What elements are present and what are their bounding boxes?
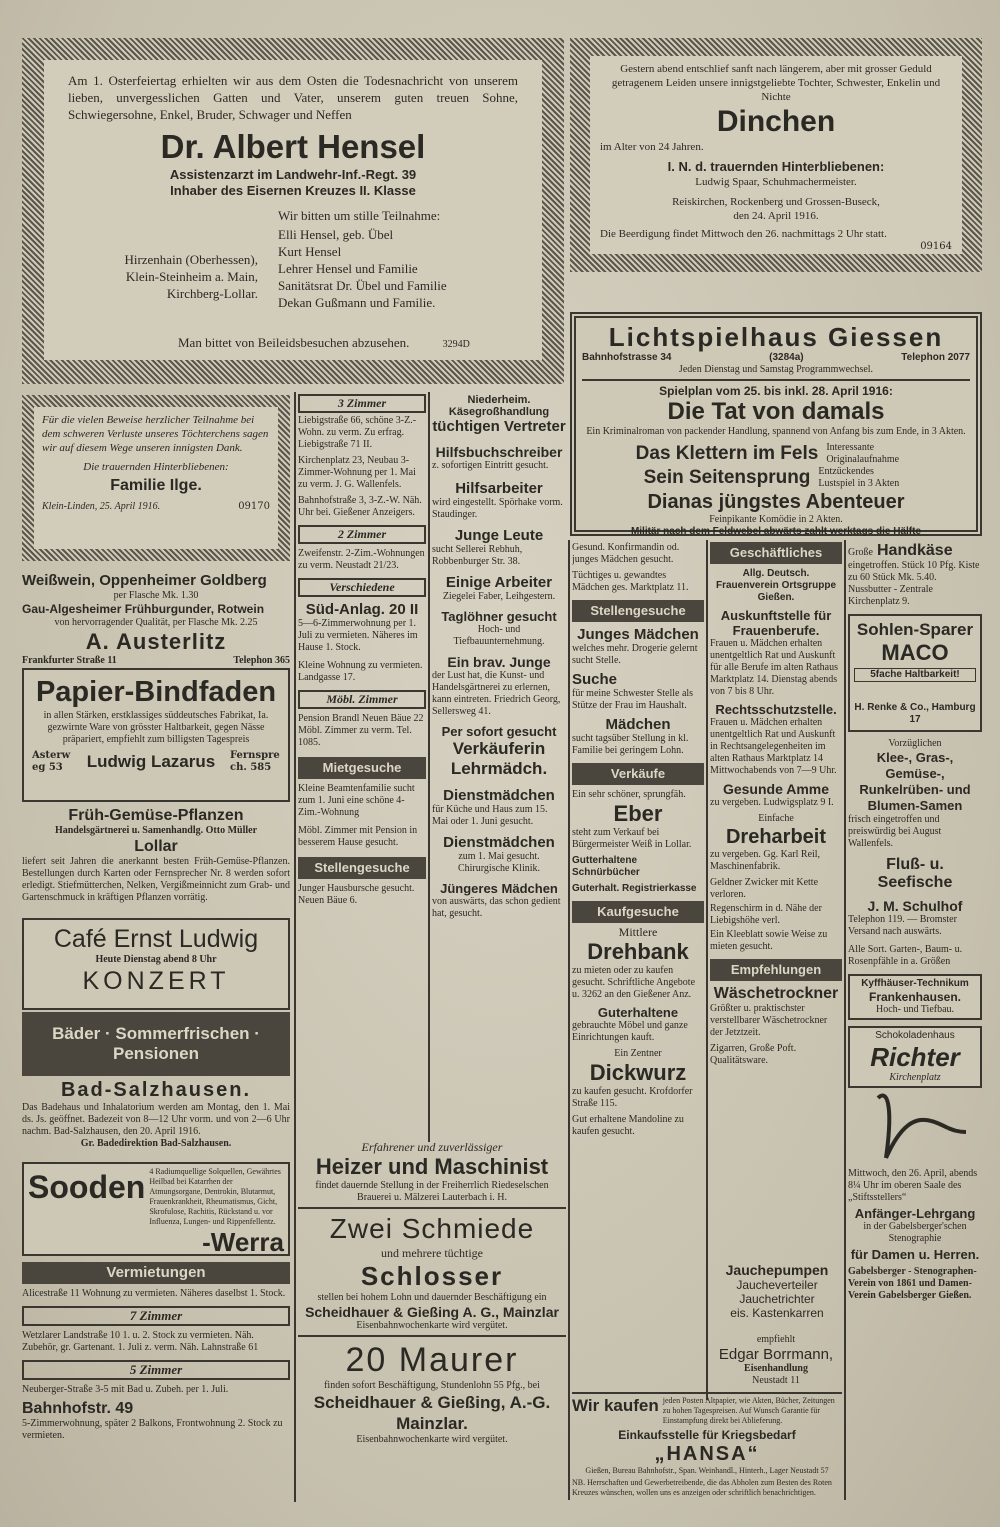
film-title: Dianas jüngstes Abenteuer	[647, 491, 905, 513]
classified-ad-intro: Große	[848, 547, 873, 558]
section-bar-rentals: Vermietungen	[22, 1262, 290, 1284]
firm-intro: empfiehlt	[756, 1334, 796, 1345]
twine-phone: Fernsprech. 585	[230, 750, 280, 773]
job-ad-place: Mainzlar.	[396, 1414, 468, 1433]
thanks-text: Für die vielen Beweise herzlicher Teilnahme bei dem schweren Verluste unseres Töchterchens sagen wir auf diesem Wege unseren innigsten Dank.	[42, 414, 269, 454]
place-line: Kirchberg-Lollar.	[166, 286, 258, 301]
film-title: Das Klettern im Fels	[635, 443, 819, 464]
cinema-title: Lichtspielhaus Giessen	[608, 322, 944, 352]
obituary-age: im Alter von 24 Jahren.	[600, 141, 704, 153]
job-ad: für Küche und Haus zum 15. Mai oder 1. Juni gesucht.	[432, 804, 548, 827]
cafe-ad	[22, 918, 290, 1010]
obituary-note: Man bittet von Beileidsbesuchen abzusehen. 3294D	[178, 335, 470, 350]
obituary-rank: Assistenzarzt im Landwehr-Inf.-Regt. 39	[169, 167, 417, 182]
obituary-date: den 24. April 1916.	[733, 210, 819, 222]
place-line: Hirzenhain (Oberhessen),	[124, 252, 258, 267]
classified-ad-title: Dickwurz	[589, 1060, 687, 1085]
cafe-event: KONZERT	[82, 967, 230, 995]
classified-ad-title: J. M. Schulhof	[867, 898, 963, 914]
chocolate-shop-address: Kirchenplatz	[889, 1072, 941, 1083]
rental-ad: Neuberger-Straße 3-5 mit Bad u. Zubeh. per 1. Juli.	[22, 1384, 229, 1395]
chocolate-shop-ad	[848, 1026, 982, 1088]
job-ad-title: Einige Arbeiter	[445, 574, 553, 591]
cinema-phone: Telephon 2077	[901, 352, 970, 363]
film-description: Feinpikante Komödie in 2 Akten.	[709, 514, 843, 525]
classifieds-column-6	[848, 542, 982, 1502]
job-ad-title: Taglöhner gesucht	[441, 609, 557, 624]
cinema-contact	[582, 352, 970, 364]
technikum-place: Frankenhausen.	[868, 990, 962, 1004]
section-bar-wanted-to-buy: Kaufgesuche	[572, 901, 704, 923]
classified-ad: Tüchtiges u. gewandtes Mädchen ges. Marktplatz 11.	[572, 570, 689, 593]
classified-ad: Regenschirm in d. Nähe der Liebigshöhe verl.	[710, 903, 822, 926]
wine-price: per Flasche Mk. 1.30	[113, 590, 199, 601]
ad-code: (3284a)	[769, 352, 804, 363]
cinema-address: Bahnhofstrasse 34	[582, 352, 672, 363]
classified-ad: sucht tagsüber Stellung in kl. Familie bei geringem Lohn.	[572, 733, 689, 756]
job-ad: Hoch- und Tiefbauunternehmung.	[453, 624, 545, 647]
classified-ad: Frauen u. Mädchen erhalten unentgeltlich Rat und Auskunft in Rechtsangelegenheiten im alten Rathaus Marktplatz 14 Mittwochabends von 7—9 Uhr.	[710, 717, 837, 776]
classified-ad-title: Fluß- u. Seefische	[877, 856, 953, 891]
classifieds-column-4	[572, 542, 704, 1332]
plants-title: Früh-Gemüse-Pflanzen	[68, 807, 244, 824]
obituary-burial: Die Beerdigung findet Mittwoch den 26. nachmittags 2 Uhr statt.	[600, 228, 887, 240]
chocolate-shop-name: Richter	[870, 1042, 960, 1072]
section-bar-baths: Bäder · Sommerfrischen · Pensionen	[22, 1012, 290, 1076]
cinema-program-date: Spielplan vom 25. bis inkl. 28. April 1916:	[659, 384, 893, 398]
classified-ad-title: Gesunde Amme	[722, 781, 830, 797]
classified-ad: gebrauchte Möbel und ganze Einrichtungen kauft.	[572, 1020, 688, 1043]
job-ad: zum 1. Mai gesucht. Chirurgische Klinik.	[457, 851, 541, 874]
sooden-title: Sooden	[28, 1169, 146, 1205]
job-ad-title: Jüngeres Mädchen	[440, 881, 558, 896]
job-ad-title: tüchtigen Vertreter	[432, 418, 566, 435]
job-ad-title: 20 Maurer	[345, 1341, 519, 1379]
job-ad: findet dauernde Stellung in der Freiherrlich Riedeselschen Brauerei u. Mälzerei Lauterbach i. H.	[315, 1180, 549, 1203]
technikum-ad	[848, 974, 982, 1020]
job-ad-title: Zwei Schmiede	[329, 1213, 535, 1244]
thanks-place: Klein-Linden, 25. April 1916.	[42, 501, 161, 512]
wine-name: Gau-Algesheimer Frühburgunder, Rotwein	[22, 602, 265, 616]
subsection-moebl-zimmer: Möbl. Zimmer	[298, 690, 426, 709]
job-ad: sucht Sellerei Rebhuh, Robbenburger Str. 38.	[432, 544, 523, 567]
job-ad: wird eingestellt. Spörhake vorm. Staudinger.	[432, 497, 563, 520]
rental-ad-title: Bahnhofstr. 49	[22, 1400, 134, 1417]
pumps-ad	[572, 1262, 842, 1334]
obituary-dinchen-frame	[570, 38, 982, 272]
classified-ad: zu vergeben. Gg. Karl Reil, Maschinenfabrik.	[710, 849, 821, 872]
classified-ad-title: Eber	[613, 801, 663, 826]
thanks-notice-frame	[22, 395, 290, 561]
classified-ad-intro: Ein Zentner	[614, 1048, 662, 1059]
classified-ad: eingetroffen. Stück 10 Pfg. Kiste zu 60 Stück Mk. 5.40. Nussbutter - Zentrale Kirchenplatz 9.	[848, 560, 980, 607]
job-ad-title: Junge Leute	[454, 527, 544, 544]
classified-ad-title: Gutterhaltene Schnürbücher	[572, 855, 640, 878]
classified-ad-title: für Damen u. Herren.	[850, 1247, 980, 1262]
sooden-text: 4 Radiumquellige Solquellen, Gewährtes Heilbad bei Katarrhen der Atmungsorgane, Dentrokin, Blutarmut, Frauenkrankheit, Rheumatismus, Gicht, Skrofulose, Rachitis, Rückstand u. vor Influenza, Lungen- und Rippenfellentz.	[149, 1167, 281, 1226]
baths-signature: Gr. Badedirektion Bad-Salzhausen.	[80, 1138, 232, 1149]
film-title: Die Tat von damals	[667, 398, 885, 425]
sole-saver-brand: MACO	[881, 640, 949, 665]
wine-firm: A. Austerlitz	[85, 629, 227, 654]
classified-ad: zu kaufen gesucht. Krofdorfer Straße 115.	[572, 1086, 693, 1109]
classified-ad-intro: Mittlere	[618, 925, 658, 939]
twine-firm: Ludwig Lazarus	[86, 752, 216, 771]
thanks-family: Familie Ilge.	[110, 477, 202, 494]
job-ad-title: Heizer und Maschinist	[315, 1154, 549, 1179]
firm-address: Neustadt 11	[752, 1375, 800, 1386]
firm-subtitle: Eisenhandlung	[744, 1363, 808, 1374]
classifieds-column-5	[710, 542, 842, 1260]
product-name: eis. Kastenkarren	[730, 1306, 824, 1320]
column-rule	[844, 540, 846, 1500]
section-bar-rental-wanted: Mietgesuche	[298, 757, 426, 779]
obituary-places	[68, 251, 258, 302]
borrmann-firm	[710, 1334, 842, 1390]
classified-ad-title: Klee-, Gras-, Gemüse-, Runkelrüben- und Blumen-Samen	[859, 750, 971, 813]
film-description: Entzückendes Lustspiel in 3 Akten	[818, 466, 900, 489]
stenography-logo	[848, 1088, 982, 1168]
classified-ad: Alle Sort. Garten-, Baum- u. Rosenpfähle in a. Größen	[848, 944, 963, 967]
classified-ad: für meine Schwester Stelle als Stütze der Frau im Haushalt.	[572, 688, 694, 711]
family-member: Sanitätsrat Dr. Übel und Familie	[278, 278, 447, 293]
cinema-ad	[570, 312, 982, 536]
job-ad: z. sofortigen Eintritt gesucht.	[432, 460, 549, 471]
job-ad-intro: Erfahrener und zuverlässiger	[361, 1140, 503, 1154]
classified-ad: Größter u. praktischster verstellbarer Wäschetrockner der Jetztzeit.	[710, 1003, 828, 1038]
classified-ad-title: Suche	[572, 671, 618, 688]
family-member: Kurt Hensel	[278, 244, 342, 259]
subsection-5-zimmer: 5 Zimmer	[22, 1360, 290, 1380]
subsection-7-zimmer: 7 Zimmer	[22, 1306, 290, 1326]
wine-ad	[22, 572, 290, 664]
classified-ad-title: Guterhalt. Registrierkasse	[572, 883, 697, 894]
hansa-ad	[572, 1392, 842, 1502]
product-name: Jauchepumpen	[725, 1262, 829, 1278]
cafe-subtitle: Heute Dienstag abend 8 Uhr	[95, 954, 217, 965]
job-ad-firm: Scheidhauer & Gießing A. G., Mainzlar	[305, 1304, 559, 1320]
cinema-weekly: Jeden Dienstag und Samstag Programmwechsel.	[678, 364, 874, 375]
bad-salzhausen-ad	[22, 1078, 290, 1160]
hansa-name: „HANSA“	[654, 1443, 760, 1465]
rental-ad: Alicestraße 11 Wohnung zu vermieten. Näheres daselbst 1. Stock.	[22, 1288, 286, 1299]
cinema-military-discount: Militär nach dem Feldwebel abwärts zahlt werktags die Hälfte	[630, 526, 922, 537]
job-ad-note: Eisenbahnwochenkarte wird vergütet.	[356, 1434, 508, 1445]
product-name: Jaucheverteiler	[736, 1278, 818, 1292]
classified-ad-title: Dreharbeit	[725, 826, 827, 848]
sole-saver-title: Sohlen-Sparer	[856, 620, 974, 639]
classified-ad: Ein Kleeblatt sowie Weise zu mieten gesucht.	[710, 929, 828, 952]
classified-ad: Frauen u. Mädchen erhalten unentgeltlich Rat und Auskunft für alle Berufe im alten Rathaus Marktplatz 14. Dienstag abends von 7 bis 8 Uhr.	[710, 638, 839, 697]
sooden-ad	[22, 1162, 290, 1256]
classified-ad: zu vergeben. Ludwigsplatz 9 I.	[710, 797, 834, 808]
job-ad-title: Niederheim. Käsegroßhandlung	[448, 394, 550, 418]
rental-ad: 5—6-Zimmerwohnung per 1. Juli zu vermieten. Näheres im Hause 1. Stock.	[298, 618, 418, 653]
job-ad-title: Lehrmädch.	[450, 759, 548, 778]
obituary-mourners: I. N. d. trauernden Hinterbliebenen:	[667, 159, 885, 174]
job-ad: Junger Hausbursche gesucht. Neuen Bäue 6.	[298, 883, 415, 906]
classified-ad-title: Guterhaltene	[597, 1005, 679, 1020]
obituary-father: Ludwig Spaar, Schuhmachermeister.	[695, 176, 857, 188]
sole-saver-firm: H. Renke & Co., Hamburg 17	[854, 702, 976, 725]
thanks-notice	[34, 407, 278, 549]
classified-ad: Gut erhaltene Mandoline zu kaufen gesucht.	[572, 1114, 684, 1137]
rental-ad: Kleine Wohnung zu vermieten. Landgasse 17.	[298, 660, 423, 683]
thanks-signature: Die trauernden Hinterbliebenen:	[83, 461, 229, 473]
ad-code: 09170	[238, 501, 270, 512]
plants-subtitle: Handelsgärtnerei u. Samenhandlg. Otto Müller	[54, 825, 258, 836]
section-bar-sales: Verkäufe	[572, 763, 704, 785]
rentals-column-2	[298, 394, 426, 1136]
job-ad-title: Per sofort gesucht	[441, 724, 557, 739]
obituary-hensel-frame	[22, 38, 564, 384]
ad-code: 09164	[920, 241, 952, 252]
product-name: Jauchetrichter	[739, 1292, 815, 1306]
obituary-hensel	[44, 60, 542, 360]
obituary-decoration: Inhaber des Eisernen Kreuzes II. Klasse	[170, 183, 416, 198]
hansa-note: NB. Herrschaften und Gewerbetreibende, die das Abholen zum Besten des Roten Kreuzes wünschen, wollen uns es anzeigen oder schriftlich benachrichtigen.	[572, 1478, 832, 1497]
wine-price: von hervorragender Qualität, per Flasche Mk. 2.25	[54, 617, 258, 628]
classified-ad: steht zum Verkauf bei Bürgermeister Weiß in Lollar.	[572, 827, 692, 850]
rental-ad: Wetzlarer Landstraße 10 1. u. 2. Stock zu vermieten. Näh. Zubehör, gr. Gartenant. 1. Juli z. verm. Näh. Lahnstraße 61	[22, 1330, 259, 1353]
shorthand-glyph-icon	[848, 1088, 982, 1168]
job-ad-title: Schlosser	[360, 1261, 504, 1291]
obituary-ask: Wir bitten um stille Teilnahme:	[278, 208, 441, 223]
baths-title: Bad-Salzhausen.	[60, 1079, 252, 1101]
rental-ad: Kirchenplatz 23, Neubau 3-Zimmer-Wohnung per 1. Mai zu verm. J. G. Wallenfels.	[298, 455, 416, 490]
sooden-river: -Werra	[202, 1227, 284, 1257]
rental-ad: Kleine Beamtenfamilie sucht zum 1. Juni eine schöne 4-Zim.-Wohnung	[298, 783, 415, 818]
twine-ad	[22, 668, 290, 802]
rentals-column-1	[22, 1262, 290, 1502]
classified-ad: Geldner Zwicker mit Kette verloren.	[710, 877, 819, 900]
rental-ad: Möbl. Zimmer mit Pension in besserem Hause gesucht.	[298, 825, 418, 848]
sole-saver-ad	[848, 614, 982, 732]
plants-text: liefert seit Jahren die anerkannt besten Früh-Gemüse-Pflanzen. Bestellungen durch Karten oder Fernsprecher Nr. 8 werden sofort erledigt. Stiefmütterchen, Nelken, Vergißmeinnicht zum Grab- und Gartenschmuck in kräftigen Pflanzen vorrätig.	[22, 856, 290, 903]
classified-ad: Zigarren, Große Poft. Qualitätsware.	[710, 1043, 797, 1066]
job-ad-firm: Scheidhauer & Gießing, A.-G.	[313, 1393, 551, 1412]
hansa-subtitle: Einkaufsstelle für Kriegsbedarf	[618, 1428, 796, 1442]
classified-ad: Telephon 119. — Bromster Versand nach auswärts.	[848, 914, 957, 937]
classified-ad: Gesund. Konfirmandin od. junges Mädchen gesucht.	[572, 542, 680, 565]
place-line: Klein-Steinheim a. Main,	[125, 269, 258, 284]
wine-address: Frankfurter Straße 11	[22, 655, 117, 666]
technikum-subjects: Hoch- und Tiefbau.	[875, 1004, 955, 1015]
family-member: Elli Hensel, geb. Übel	[278, 227, 394, 242]
job-ad: Ziegelei Faber, Leihgestern.	[442, 591, 556, 602]
classified-ad: Ein sehr schöner, sprungfäh.	[572, 789, 686, 800]
subsection-3-zimmer: 3 Zimmer	[298, 394, 426, 413]
wine-phone: Telephon 365	[233, 655, 290, 666]
classified-ad-intro: Einfache	[758, 813, 794, 824]
job-ad-title: Hilfsarbeiter	[455, 480, 543, 497]
subsection-verschiedene: Verschiedene	[298, 578, 426, 597]
obituary-intro: Gestern abend entschlief sanft nach längerem, aber mit grosser Geduld getragenem Leiden unsere innigstgeliebte Tochter, Schwester, Enkelin und Nichte	[611, 63, 941, 103]
technikum-title: Kyffhäuser-Technikum	[861, 978, 969, 989]
section-bar-recommendations: Empfehlungen	[710, 959, 842, 981]
cafe-title: Café Ernst Ludwig	[53, 925, 259, 953]
rental-ad: Bahnhofstraße 3, 3-Z.-W. Näh. Uhr bei. Gießener Anzeigers.	[298, 495, 422, 518]
ad-code: 3294D	[442, 339, 470, 350]
section-bar-business: Geschäftliches	[710, 542, 842, 564]
twine-address: Asterweg 53	[32, 750, 71, 773]
obituary-name: Dinchen	[716, 105, 836, 138]
twine-text: in allen Stärken, erstklassiges süddeutsches Fabrikat, Ia. gezwirnte Ware von grösster Haltbarkeit, gegen Nässe präpariert, empfiehlt zum billigsten Tagespreis	[43, 710, 269, 745]
job-ad: stellen bei hohem Lohn und dauernder Beschäftigung ein	[317, 1292, 547, 1303]
film-title: Sein Seitensprung	[643, 467, 811, 488]
classified-ad: in der Gabelsberger'schen Stenographie	[863, 1221, 967, 1244]
twine-title: Papier-Bindfaden	[35, 676, 277, 708]
job-ad-title: Verkäuferin	[452, 739, 546, 758]
column-rule	[294, 392, 296, 1502]
plants-place: Lollar	[134, 838, 178, 855]
classified-ad-title: Junges Mädchen	[577, 626, 699, 643]
classified-ad: zu mieten oder zu kaufen gesucht. Schriftliche Angebote u. 3262 an den Gießener Anz.	[572, 965, 696, 1000]
classified-ad-intro: Vorzüglichen	[888, 738, 942, 749]
job-ad-title: Ein brav. Junge	[447, 654, 551, 670]
obituary-dinchen	[590, 56, 962, 254]
column-rule	[428, 392, 430, 1142]
column-rule	[568, 540, 570, 1500]
film-description: Ein Kriminalroman von packender Handlung, spannend von Anfang bis zum Ende, in 3 Akten.	[586, 426, 966, 437]
section-bar-job-wanted: Stellengesuche	[572, 600, 704, 622]
rental-ad: Pension Brandl Neuen Bäue 22 Möbl. Zimmer zu verm. Tel. 1085.	[298, 713, 424, 748]
job-ad: der Lust hat, die Kunst- und Handelsgärtnerei zu erlernen, kann eintreten. Friedrich Georg, Sellersweg 41.	[432, 670, 561, 717]
hansa-headline: Wir kaufen	[572, 1396, 659, 1415]
chocolate-shop-title: Schokoladenhaus	[875, 1030, 955, 1041]
classified-ad-title: Anfänger-Lehrgang	[854, 1206, 976, 1221]
large-job-ads	[298, 1140, 566, 1502]
classified-ad-title: Auskunftstelle für Frauenberufe.	[720, 608, 832, 638]
job-ad-intro: und mehrere tüchtige	[381, 1246, 483, 1260]
job-ad-title: Hilfsbuchschreiber	[435, 444, 563, 460]
classified-ad-title: Wäschetrockner	[713, 985, 839, 1002]
rental-ad: Liebigstraße 66, schöne 3-Z.-Wohn. zu verm. Zu erfrag. Liebigstraße 71 II.	[298, 415, 417, 450]
vegetable-plants-ad	[22, 806, 290, 916]
obituary-name: Dr. Albert Hensel	[160, 128, 426, 165]
classified-ad-title: Rechtsschutzstelle.	[715, 702, 837, 717]
classified-ad: Gabelsberger - Stenographen-Verein von 1861 und Damen-Verein Gabelsberger Gießen.	[848, 1266, 977, 1301]
film-description: Interessante Originalaufnahme	[826, 442, 900, 465]
section-bar-job-wanted: Stellengesuche	[298, 857, 426, 879]
job-ad: von auswärts, das schon gedient hat, gesucht.	[432, 896, 561, 919]
hansa-address: Gießen, Bureau Bahnhofstr., Span. Weinhandl., Hinterh., Lager Neustadt 57	[585, 1466, 829, 1475]
classified-ad-title: Handkäse	[877, 542, 953, 559]
family-member: Lehrer Hensel und Familie	[278, 261, 418, 276]
job-ad-note: Eisenbahnwochenkarte wird vergütet.	[356, 1320, 508, 1331]
subsection-2-zimmer: 2 Zimmer	[298, 525, 426, 544]
job-ad-title: Dienstmädchen	[443, 787, 555, 804]
classified-ad: Mittwoch, den 26. April, abends 8¼ Uhr im oberen Saale des „Stiftsstellers“	[848, 1168, 978, 1203]
family-member: Dekan Gußmann und Familie.	[278, 295, 436, 310]
firm-name: Edgar Borrmann,	[718, 1346, 834, 1363]
rental-ad: 5-Zimmerwohnung, später 2 Balkons, Frontwohnung 2. Stock zu vermieten.	[22, 1418, 283, 1441]
rental-ad: Zweifenstr. 2-Zim.-Wohnungen zu verm. Neustadt 21/23.	[298, 548, 425, 571]
hansa-text: jeden Posten Altpapier, wie Akten, Bücher, Zeitungen zu hohen Tagespreisen. Auf Wunsch Garantie für Einstampfung direkt bei Ablieferung.	[662, 1396, 835, 1425]
classified-ad: welches mehr. Drogerie gelernt sucht Stelle.	[572, 643, 698, 666]
wine-name: Weißwein, Oppenheimer Goldberg	[22, 572, 267, 589]
job-ad-title: Dienstmädchen	[443, 834, 555, 851]
classified-ad: frisch eingetroffen und preiswürdig bei August Wallenfels.	[848, 814, 942, 849]
classified-ad-title: Allg. Deutsch. Frauenverein Ortsgruppe Gießen.	[715, 568, 837, 603]
sole-saver-claim: 5fache Haltbarkeit!	[854, 668, 976, 682]
obituary-places: Reiskirchen, Rockenberg und Grossen-Buseck,	[672, 196, 880, 208]
job-ad: finden sofort Beschäftigung, Stundenlohn 55 Pfg., bei	[324, 1380, 540, 1391]
jobs-column-3	[432, 394, 566, 1136]
rental-ad-title: Süd-Anlag. 20 II	[305, 601, 419, 618]
obituary-intro: Am 1. Osterfeiertag erhielten wir aus dem Osten die Todesnachricht von unserem lieben, unvergesslichen Gatten und Vater, unserem guten treuen Sohne, Schwiegersohne, Enkel, Bruder, Schwager und Neffen	[68, 73, 518, 122]
classified-ad-title: Mädchen	[605, 716, 671, 733]
baths-text: Das Badehaus und Inhalatorium werden am Montag, den 1. Mai ds. Js. geöffnet. Badezeit von 8—12 Uhr vorm. und von 2—6 Uhr nachm. Bad-Salzhausen, den 20. April 1916.	[22, 1102, 290, 1137]
obituary-family	[278, 207, 538, 311]
classified-ad-title: Drehbank	[587, 939, 689, 964]
